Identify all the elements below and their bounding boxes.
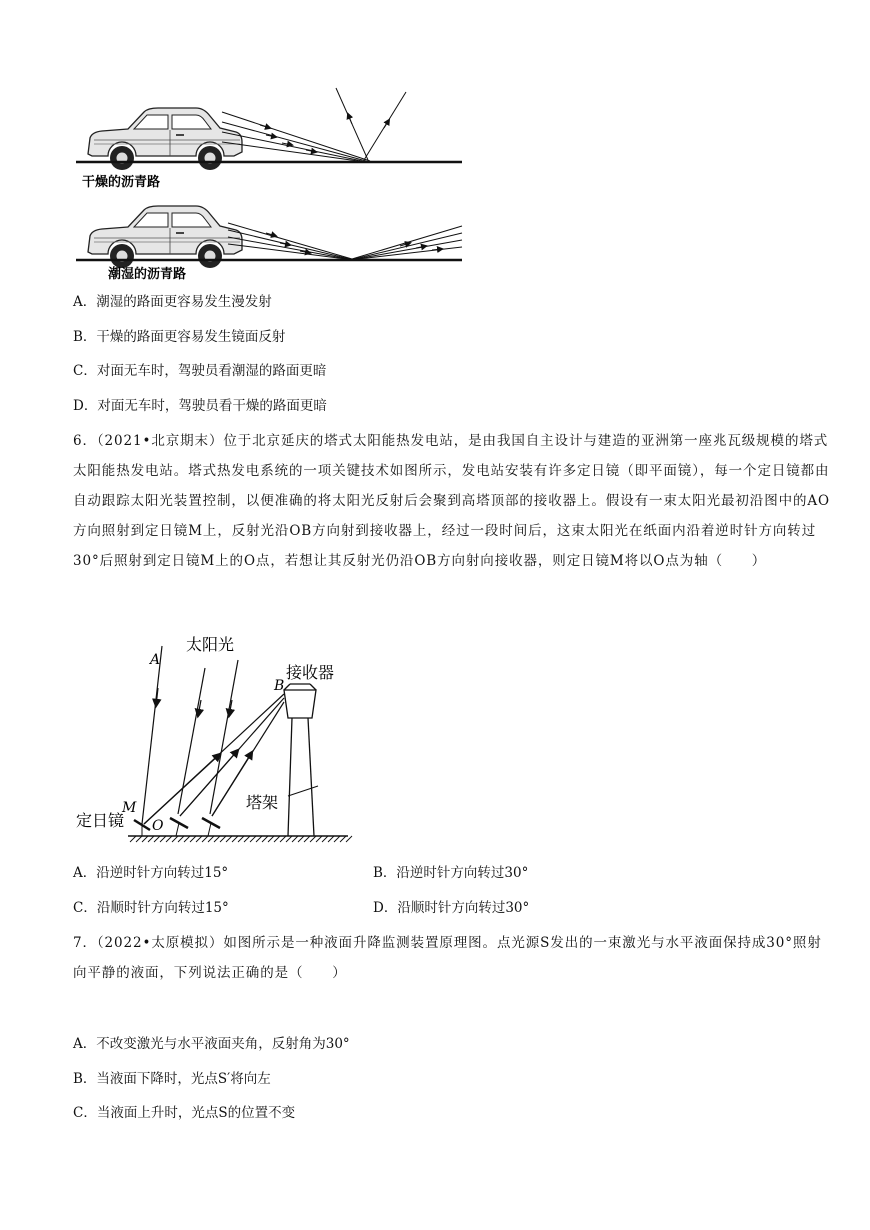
q6-option-c[interactable]: C．沿顺时针方向转过15° [73, 900, 229, 916]
wet-road-caption: 潮湿的沥青路 [108, 267, 187, 282]
dry-road-scattered-rays [336, 88, 406, 160]
wet-road-reflected-rays [352, 226, 462, 259]
q7-option-b[interactable]: B．当液面下降时，光点S′将向左 [73, 1071, 271, 1087]
tower [284, 684, 316, 836]
q7-question-text: 7．（2022•太原模拟）如图所示是一种液面升降监测装置原理图。点光源S发出的一束激光与水平液面保持成30°照射向平静的液面，下列说法正确的是（ ） [73, 935, 822, 981]
label-m: M [122, 800, 137, 816]
label-receiver: 接收器 [286, 663, 335, 682]
heliostat-mirrors [134, 818, 220, 830]
q5-option-d[interactable]: D．对面无车时，驾驶员看干燥的路面更暗 [73, 398, 327, 414]
dry-road-caption: 干燥的沥青路 [82, 175, 161, 190]
car-dry-road [88, 108, 242, 170]
ground-hatching [130, 836, 352, 842]
label-tower: 塔架 [246, 793, 279, 812]
label-heliostat: 定日镜 [76, 811, 125, 830]
car-wet-road [88, 206, 242, 268]
q5-option-c[interactable]: C．对面无车时，驾驶员看潮湿的路面更暗 [73, 363, 327, 379]
tower-label-pointer [288, 786, 318, 796]
q5-option-b[interactable]: B．干燥的路面更容易发生镜面反射 [73, 329, 286, 345]
q7-option-c[interactable]: C．当液面上升时，光点S的位置不变 [73, 1105, 296, 1121]
q7-option-a[interactable]: A．不改变激光与水平液面夹角，反射角为30° [73, 1036, 350, 1052]
wet-road-incident-rays [228, 223, 352, 259]
q6-option-a[interactable]: A．沿逆时针方向转过15° [73, 865, 229, 881]
q6-option-b[interactable]: B．沿逆时针方向转过30° [373, 865, 529, 881]
label-o: O [152, 818, 164, 834]
road-reflection-figure [70, 80, 470, 285]
q6-option-d[interactable]: D．沿顺时针方向转过30° [373, 900, 530, 916]
q6-question-text: 6．（2021•北京期末）位于北京延庆的塔式太阳能热发电站，是由我国自主设计与建造的亚洲第一座兆瓦级规模的塔式太阳能热发电站。塔式热发电系统的一项关键技术如图所示，发电站安装有许多定日镜（即平面镜），每一个定日镜都由自动跟踪太阳光装置控制，以便准确的将太阳光反射后会聚到高塔顶部的接收器上。假设有一束太阳光最初沿图中的AO方向照射到定日镜M上，反射光沿OB方向射到接收器上，经过一段时间后，这束太阳光在纸面内沿着逆时针方向转过30°后照射到定日镜M上的O点，若想让其反射光仍沿OB方向射向接收器，则定日镜M将以O点为轴（ ） [73, 433, 831, 569]
label-a: A [150, 652, 161, 668]
label-sunlight: 太阳光 [186, 635, 235, 654]
solar-tower-figure [70, 628, 360, 854]
label-b: B [274, 678, 285, 694]
dry-road-incident-rays [222, 112, 370, 161]
q5-option-a[interactable]: A．潮湿的路面更容易发生漫发射 [73, 294, 272, 310]
